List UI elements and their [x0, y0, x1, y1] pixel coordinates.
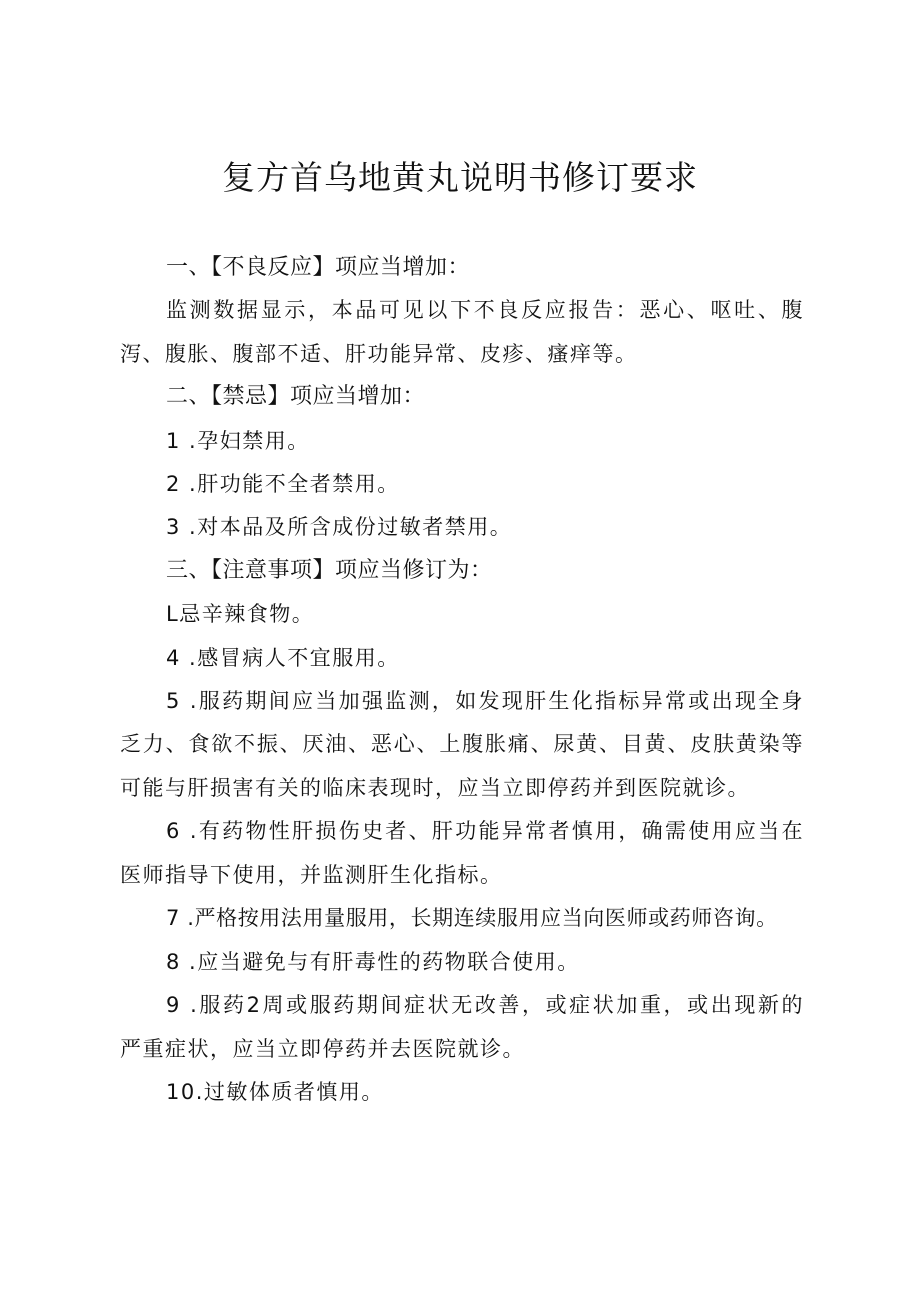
section-heading-precautions: 三、【注意事项】项应当修订为：: [166, 558, 493, 583]
list-item: 4 .感冒病人不宜服用。: [166, 646, 400, 670]
list-item-continuation: 医师指导下使用，并监测肝生化指标。: [120, 863, 503, 887]
document-title: 复方首乌地黄丸说明书修订要求: [222, 158, 698, 197]
list-item-continuation: 可能与肝损害有关的临床表现时，应当立即停药并到医院就诊。: [120, 776, 750, 800]
section-heading-contraindications: 二、【禁忌】项应当增加：: [166, 384, 426, 409]
list-item: 10.过敏体质者慎用。: [166, 1080, 384, 1104]
list-item: 2 .肝功能不全者禁用。: [166, 472, 400, 496]
list-item: 6 .有药物性肝损伤史者、肝功能异常者慎用，确需使用应当在: [166, 819, 804, 843]
paragraph-line: 泻、腹胀、腹部不适、肝功能异常、皮疹、瘙痒等。: [120, 342, 638, 366]
section-heading-adverse-reactions: 一、【不良反应】项应当增加：: [166, 255, 471, 280]
paragraph-line: 监测数据显示，本品可见以下不良反应报告：恶心、呕吐、腹: [166, 298, 804, 322]
list-item: 1 .孕妇禁用。: [166, 429, 310, 453]
list-item: 5 .服药期间应当加强监测，如发现肝生化指标异常或出现全身: [166, 689, 804, 713]
list-item: 8 .应当避免与有肝毒性的药物联合使用。: [166, 950, 580, 974]
list-item: 9 .服药2周或服药期间症状无改善，或症状加重，或出现新的: [166, 993, 804, 1017]
list-item: 3 .对本品及所含成份过敏者禁用。: [166, 515, 513, 539]
list-item: 7 .严格按用法用量服用，长期连续服用应当向医师或药师咨询。: [166, 906, 778, 930]
list-item-continuation: 乏力、食欲不振、厌油、恶心、上腹胀痛、尿黄、目黄、皮肤黄染等: [120, 732, 804, 756]
list-item: L忌辛辣食物。: [166, 602, 315, 626]
list-item-continuation: 严重症状，应当立即停药并去医院就诊。: [120, 1037, 525, 1061]
